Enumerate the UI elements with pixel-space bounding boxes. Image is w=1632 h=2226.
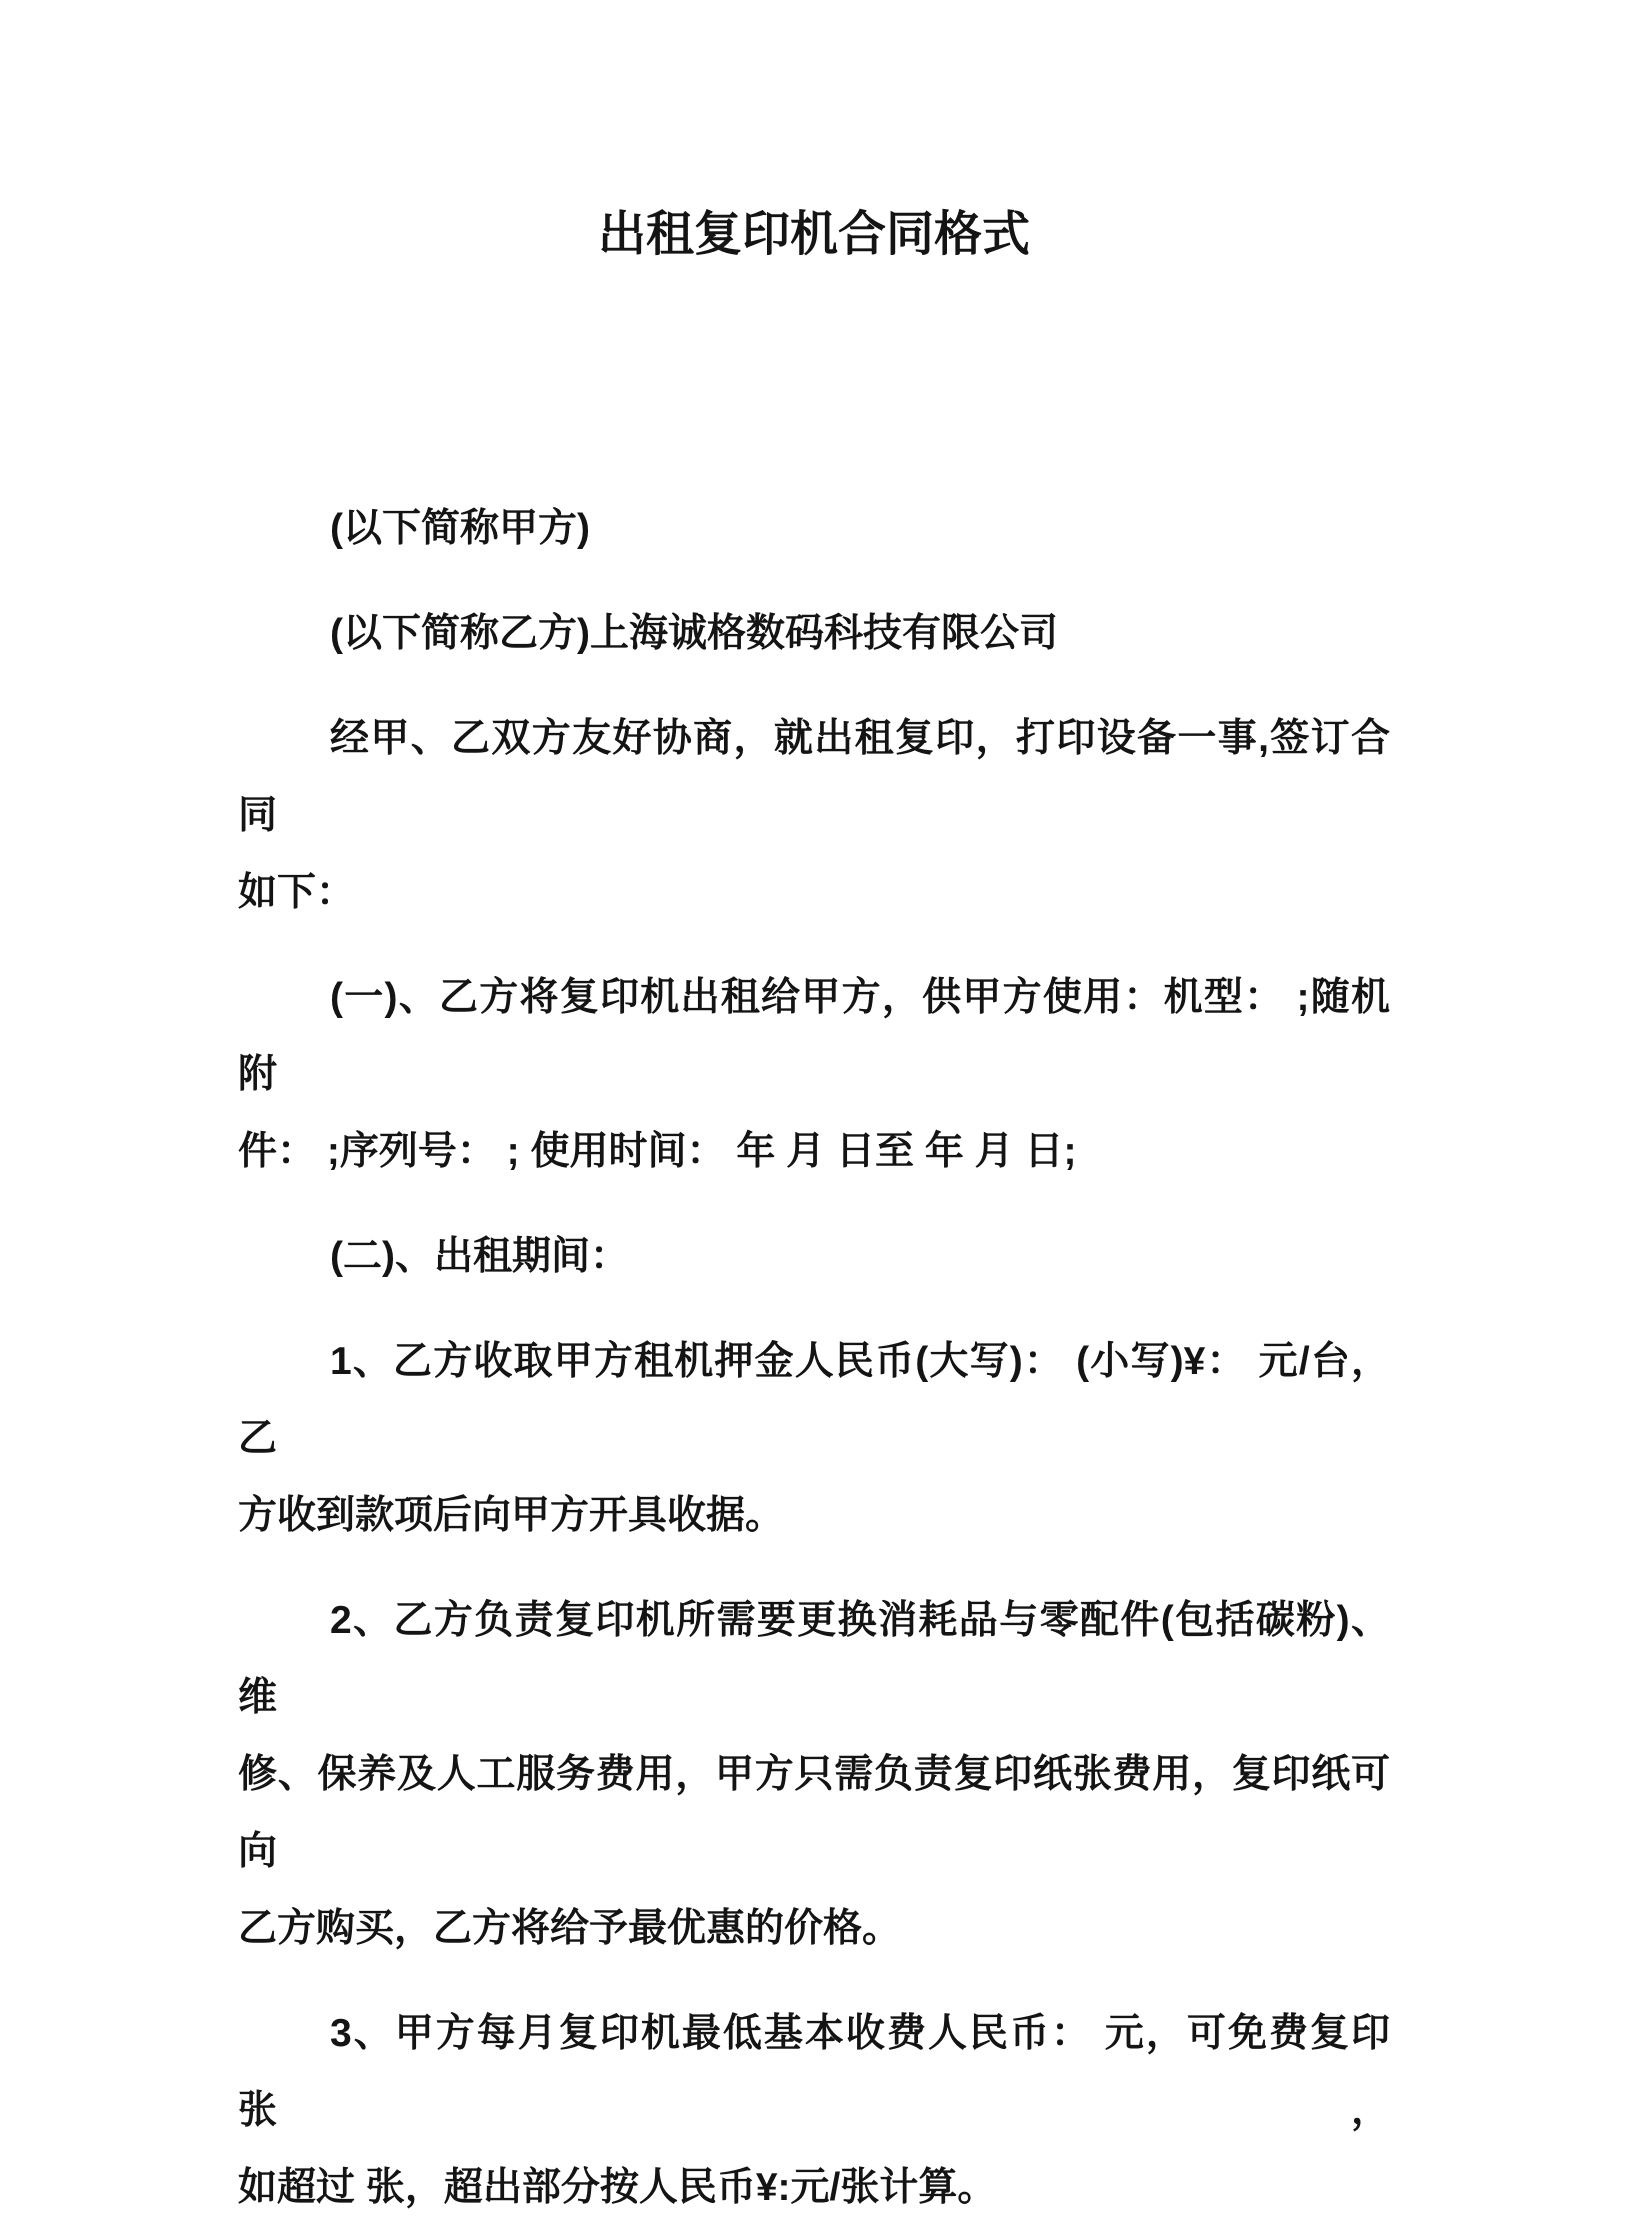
paragraph: [238, 490, 1390, 567]
text-line: 方收到款项后向甲方开具收据。: [238, 1494, 785, 1537]
paragraph: [238, 1995, 1401, 2226]
text-line: 修、保养及人工服务费用，甲方只需负责复印纸张费用，复印纸可向: [238, 1753, 1390, 1873]
text-line: 如超过 张，超出部分按人民币¥:元/张计算。: [238, 2166, 997, 2209]
paragraph: [238, 959, 1390, 1190]
text-line: 件： ;序列号： ; 使用时间： 年 月 日至 年 月 日;: [238, 1130, 1077, 1173]
text-line: 经甲、乙双方友好协商，就出租复印，打印设备一事,签订合同: [238, 717, 1390, 837]
paragraph: [238, 1323, 1390, 1554]
text-line: 3、甲方每月复印机最低基本收费人民币： 元，可免费复印 张，: [238, 2012, 1401, 2132]
text-line: (以下简称甲方): [330, 507, 590, 550]
document-body: [238, 490, 1401, 2226]
text-line: 2、乙方负责复印机所需要更换消耗品与零配件(包括碳粉)、维: [238, 1599, 1390, 1719]
paragraph: [238, 1582, 1390, 1967]
text-line: 1、乙方收取甲方租机押金人民币(大写)： (小写)¥： 元/台，乙: [238, 1340, 1390, 1460]
text-line: 如下：: [238, 871, 356, 914]
text-line: (一)、乙方将复印机出租给甲方，供甲方使用：机型： ;随机附: [238, 976, 1390, 1096]
text-line: (以下简称乙方)上海诚格数码科技有限公司: [330, 612, 1058, 655]
paragraph: [238, 595, 1390, 672]
document-title: 出租复印机合同格式: [597, 208, 1030, 261]
paragraph: [238, 700, 1390, 931]
text-line: 乙方购买，乙方将给予最优惠的价格。: [238, 1907, 902, 1950]
paragraph: [238, 1218, 1390, 1295]
text-line: (二)、出租期间：: [330, 1235, 629, 1278]
